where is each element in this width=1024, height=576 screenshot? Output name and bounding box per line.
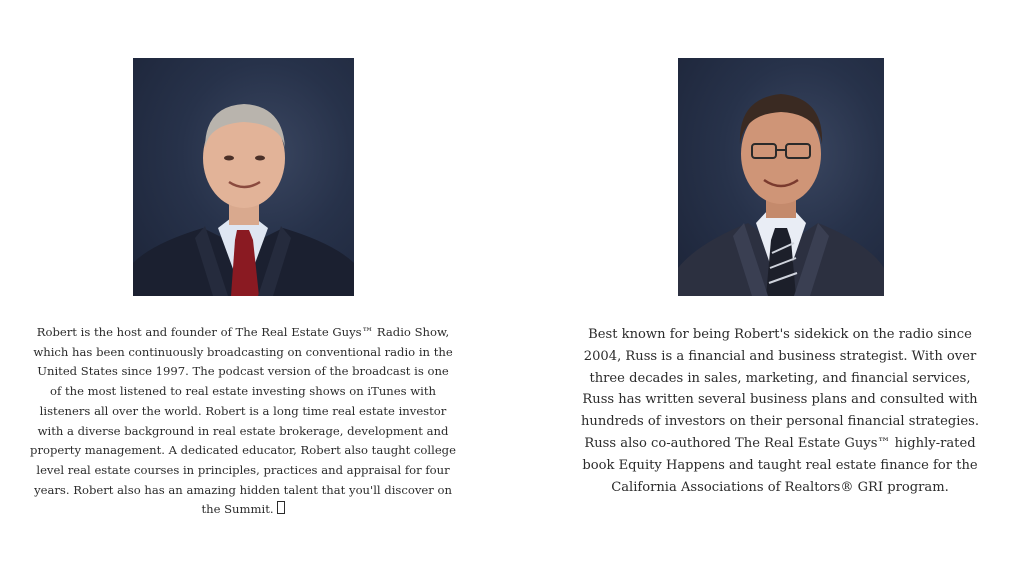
robert-portrait-icon bbox=[133, 58, 354, 296]
russ-portrait-icon bbox=[678, 58, 884, 296]
robert-bio-text: Robert is the host and founder of The Real Estate Guys™ Radio Show, which has been continuously broadcasting on conventional radio in the United States since 1997. The podcast version of the broadcast is one of the most listened to real estate investing shows on iTunes with listeners all over the world. Robert is a long time real estate investor with a diverse background in real estate brokerage, development and property management. A dedicated educator, Robert also taught college level real estate courses in principles, practices and appraisal for four years. Robert also has an amazing hidden talent that you'll discover on the Summit. bbox=[30, 325, 456, 517]
robert-bio bbox=[30, 323, 456, 520]
russ-bio-text: Best known for being Robert's sidekick on the radio since 2004, Russ is a financial and business strategist. With over three decades in sales, marketing, and financial services, Russ has written several business plans and consulted with hundreds of investors on their personal financial strategies. Russ also co-authored The Real Estate Guys™ highly-rated book Equity Happens and taught real estate finance for the California Associations of Realtors® GRI program. bbox=[580, 327, 980, 495]
russ-bio bbox=[572, 324, 988, 498]
missing-glyph-icon bbox=[277, 501, 285, 514]
russ-photo bbox=[678, 58, 884, 296]
robert-photo bbox=[133, 58, 354, 296]
